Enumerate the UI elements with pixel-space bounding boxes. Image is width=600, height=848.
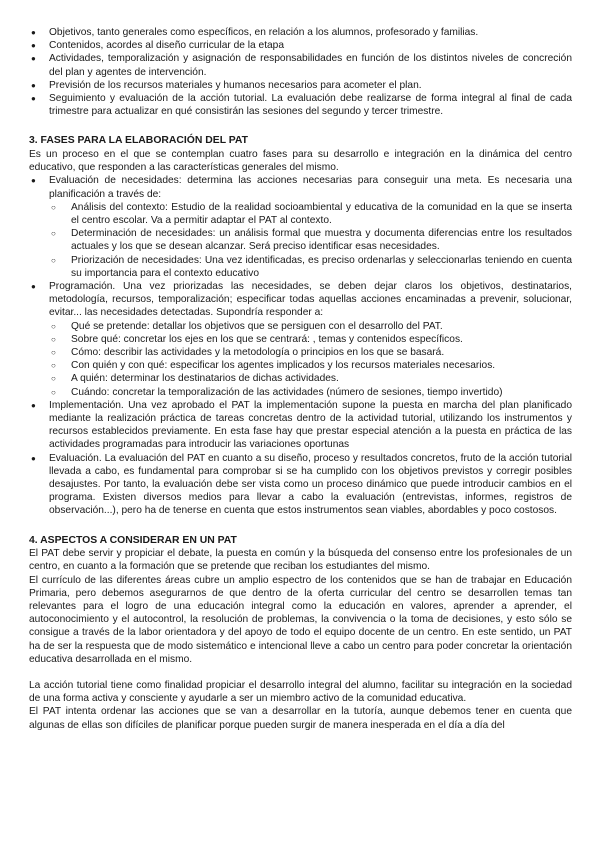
sub-item: ○ Cuándo: concretar la temporalización de las actividades (número de sesiones, tiempo invertido) <box>29 386 572 399</box>
phase-text: Programación. Una vez priorizadas las necesidades, se deben dejar claros los objetivos, destinatarios, metodología, recursos, temporalización; especificar todas aquellas acciones encaminadas a prevenir, solucionar, evitar... las necesidades detectadas. Supondría responder a: <box>49 280 572 319</box>
list-item: ● Previsión de los recursos materiales y humanos necesarios para acometer el plan. <box>29 79 572 92</box>
phase-item: ● Implementación. Una vez aprobado el PAT la implementación supone la puesta en marcha del plan planificado mediante la realización práctica de tareas concretas dentro de la actividad tutorial, utilizando los instrumentos y recursos establecidos previamente. En esta fase hay que prestar especial atención a la puesta en práctica de las actividades programadas para introducir las variaciones oportunas <box>29 399 572 452</box>
list-item: ● Objetivos, tanto generales como específicos, en relación a los alumnos, profesorado y familias. <box>29 26 572 39</box>
sub-item: ○ Priorización de necesidades: Una vez identificadas, es preciso ordenarlas y seleccionarlas teniendo en cuenta su importancia para el contexto educativo <box>29 254 572 280</box>
phase-sublist <box>49 320 572 399</box>
sub-item: ○ Determinación de necesidades: un análisis formal que muestra y documenta diferencias entre los resultados actuales y los que se desean alcanzar. Será preciso identificar esas necesidades. <box>29 227 572 253</box>
list-item: ● Seguimiento y evaluación de la acción tutorial. La evaluación debe realizarse de forma integral al final de cada trimestre para actualizar en qué consistirán las sesiones del segundo y tercer trimestre. <box>29 92 572 118</box>
paragraph: El PAT debe servir y propiciar el debate, la puesta en común y la búsqueda del consenso entre los profesionales de un centro, en cuanto a la formación que se pretende que reciban los estudiantes del mismo. <box>29 548 572 573</box>
sub-item: ○ A quién: determinar los destinatarios de dichas actividades. <box>29 372 572 385</box>
paragraph: El PAT intenta ordenar las acciones que se van a desarrollar en la tutoría, aunque debemos tener en cuenta que algunas de ellas son difíciles de planificar porque pueden surgir de manera inesperada en el día a día del <box>29 706 572 731</box>
top-list <box>29 26 572 118</box>
list-item: ● Actividades, temporalización y asignación de responsabilidades en función de los distintos niveles de concreción del plan y agentes de intervención. <box>29 52 572 78</box>
list-item: ● Contenidos, acordes al diseño curricular de la etapa <box>29 39 572 52</box>
sub-item: ○ Análisis del contexto: Estudio de la realidad socioambiental y educativa de la comunidad en la que se inserta el centro escolar. Va a permitir adaptar el PAT al contexto. <box>29 201 572 227</box>
section-3-heading: 3. FASES PARA LA ELABORACIÓN DEL PAT <box>29 135 248 147</box>
section-4-heading: 4. ASPECTOS A CONSIDERAR EN UN PAT <box>29 534 237 546</box>
sub-item: ○ Cómo: describir las actividades y la metodología o principios en los que se basará. <box>29 346 572 359</box>
phase-sublist <box>49 201 572 280</box>
phase-item: ● Evaluación. La evaluación del PAT en cuanto a su diseño, proceso y resultados concretos, fruto de la acción tutorial llevada a cabo, es fundamental para comprobar si se ha cumplido con los objetivos previstos y corregir posibles desajustes. Por tanto, la evaluación debe ser vista como un proceso dinámico que puede introducir cambios en el programa. Existen diversos medios para llevar a cabo la evaluación (entrevistas, informes, registros de observación...), pero ha de tenerse en cuenta que estos instrumentos sean viables, abordables y poco costosos. <box>29 452 572 518</box>
sub-item: ○ Sobre qué: concretar los ejes en los que se centrará: , temas y contenidos específicos. <box>29 333 572 346</box>
sub-item: ○ Con quién y con qué: especificar los agentes implicados y los recursos materiales necesarios. <box>29 359 572 372</box>
section-3-intro: Es un proceso en el que se contemplan cuatro fases para su desarrollo e integración en la dinámica del centro educativo, que responden a las características generales del mismo. <box>29 148 572 174</box>
phase-text: Evaluación de necesidades: determina las acciones necesarias para conseguir una meta. Es necesaria una planificación a través de: <box>49 175 572 200</box>
phase-item <box>29 174 572 280</box>
paragraph: El currículo de las diferentes áreas cubre un amplio espectro de los contenidos que se han de trabajar en Educación Primaria, pero debemos asegurarnos de que dentro de la oferta curricular del centro se desarrollen temas tan relevantes para el logro de una educación integral como la educación en valores, aprender a aprender, el autoconocimiento y el autocontrol, la resolución de problemas, la convivencia o la toma de decisiones, y esto sólo se consigue a través de la labor orientadora y del apoyo de todo el equipo docente de un centro. En este sentido, un PAT ha de ser la respuesta que de modo sistemático e intencional lleve a cabo un centro para poder concretar la orientación educativa desarrollada en el mismo. <box>29 574 572 665</box>
phases-list <box>29 174 572 517</box>
phase-item <box>29 280 572 399</box>
paragraph: La acción tutorial tiene como finalidad propiciar el desarrollo integral del alumno, facilitar su integración en la sociedad de una forma activa y consciente y ayudarle a ser un miembro activo de la comunidad educativa. <box>29 679 572 705</box>
sub-item: ○ Qué se pretende: detallar los objetivos que se persiguen con el desarrollo del PAT. <box>29 320 572 333</box>
